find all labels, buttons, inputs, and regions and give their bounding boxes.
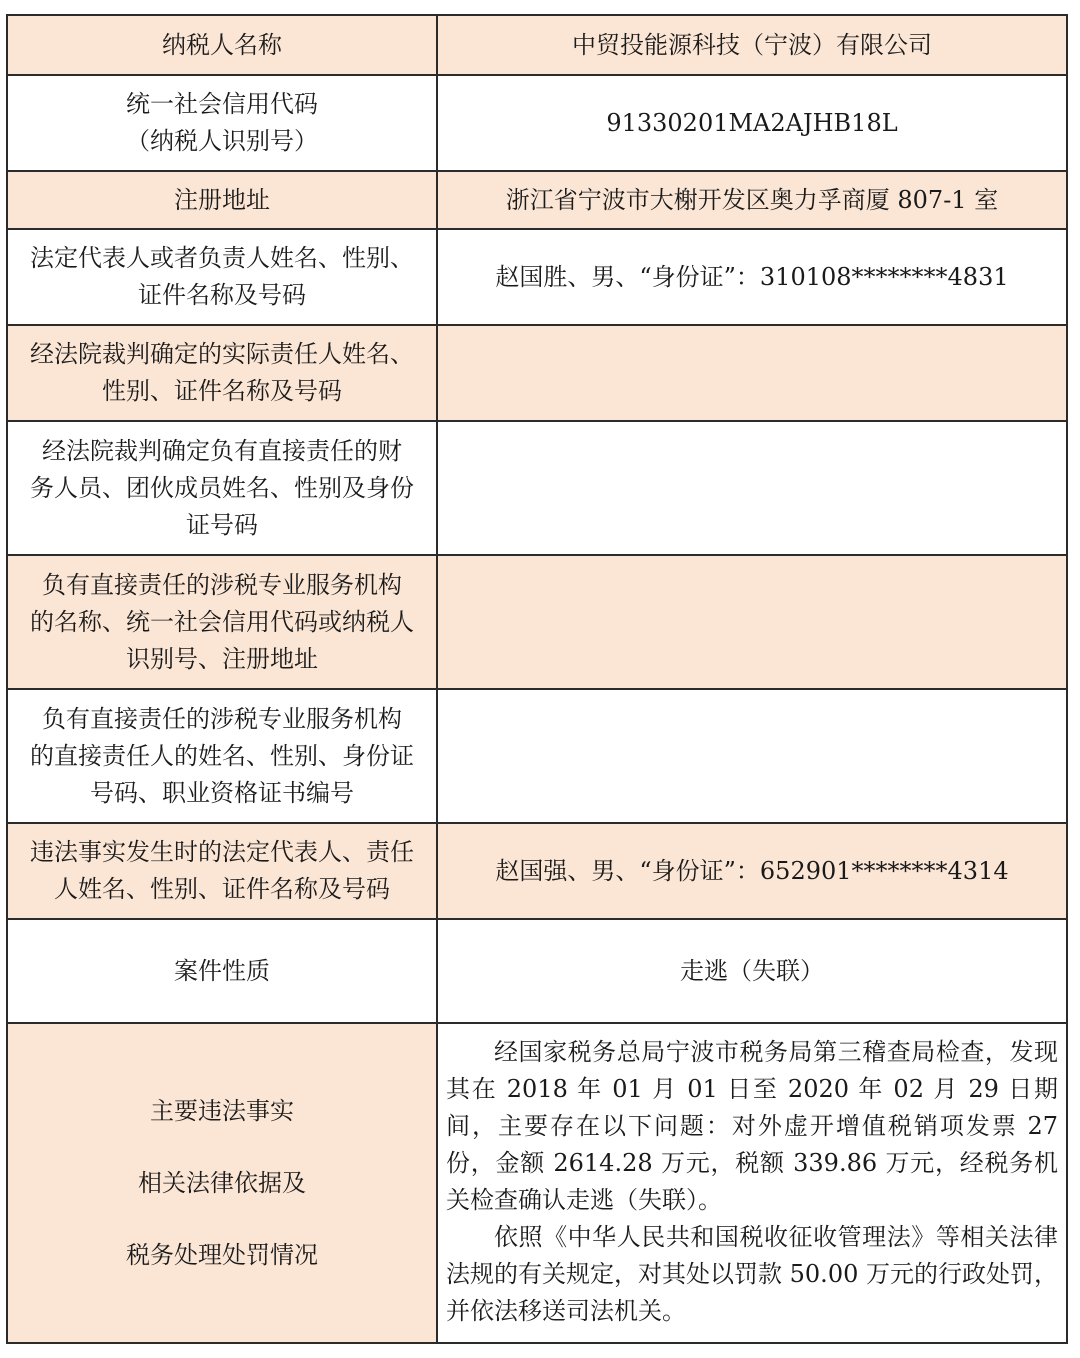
facts-label: 税务处理处罚情况 (126, 1241, 318, 1269)
field-label: 负有直接责任的涉税专业服务机构 的名称、统一社会信用代码或纳税人 识别号、注册地址 (7, 555, 437, 689)
field-label: 负有直接责任的涉税专业服务机构 的直接责任人的姓名、性别、身份证 号码、职业资格证书编号 (7, 689, 437, 823)
facts-paragraph: 依照《中华人民共和国税收征收管理法》等相关法律法规的有关规定，对其处以罚款 50.00 万元的行政处罚，并依法移送司法机关。 (446, 1223, 1058, 1325)
facts-label: 相关法律依据及 (138, 1169, 306, 1197)
field-value: 浙江省宁波市大榭开发区奥力孚商厦 807-1 室 (437, 171, 1067, 229)
facts-label: 主要违法事实 (150, 1097, 294, 1125)
field-label: 纳税人名称 (7, 15, 437, 75)
field-label: 统一社会信用代码 （纳税人识别号） (7, 75, 437, 171)
field-value: 赵国胜、男、“身份证”：310108********4831 (437, 229, 1067, 325)
table-row (7, 15, 1067, 75)
facts-body (437, 1023, 1067, 1343)
facts-paragraph: 经国家税务总局宁波市税务局第三稽查局检查，发现其在 2018 年 01 月 01 日至 2020 年 02 月 29 日期间，主要存在以下问题：对外虚开增值税销项发票 27 份，金额 2614.28 万元，税额 339.86 万元，经税务机关检查确认走逃（失联）。 (446, 1038, 1058, 1214)
table-row (7, 555, 1067, 689)
table-row (7, 421, 1067, 555)
table-row (7, 689, 1067, 823)
field-value (437, 689, 1067, 823)
facts-label-stack (14, 1093, 430, 1273)
field-value: 91330201MA2AJHB18L (437, 75, 1067, 171)
taxpayer-info-table (6, 14, 1068, 1344)
field-label: 违法事实发生时的法定代表人、责任 人姓名、性别、证件名称及号码 (7, 823, 437, 919)
field-label: 经法院裁判确定的实际责任人姓名、 性别、证件名称及号码 (7, 325, 437, 421)
table-row (7, 325, 1067, 421)
field-label: 注册地址 (7, 171, 437, 229)
table-row (7, 75, 1067, 171)
table-row (7, 171, 1067, 229)
field-value: 中贸投能源科技（宁波）有限公司 (437, 15, 1067, 75)
field-value (437, 555, 1067, 689)
table-row (7, 229, 1067, 325)
field-label (7, 1023, 437, 1343)
field-label: 案件性质 (7, 919, 437, 1023)
table-row (7, 1023, 1067, 1343)
field-value (437, 421, 1067, 555)
field-value: 走逃（失联） (437, 919, 1067, 1023)
field-value: 赵国强、男、“身份证”：652901********4314 (437, 823, 1067, 919)
table-row (7, 823, 1067, 919)
field-label: 经法院裁判确定负有直接责任的财 务人员、团伙成员姓名、性别及身份 证号码 (7, 421, 437, 555)
table-row (7, 919, 1067, 1023)
field-label: 法定代表人或者负责人姓名、性别、 证件名称及号码 (7, 229, 437, 325)
field-value (437, 325, 1067, 421)
